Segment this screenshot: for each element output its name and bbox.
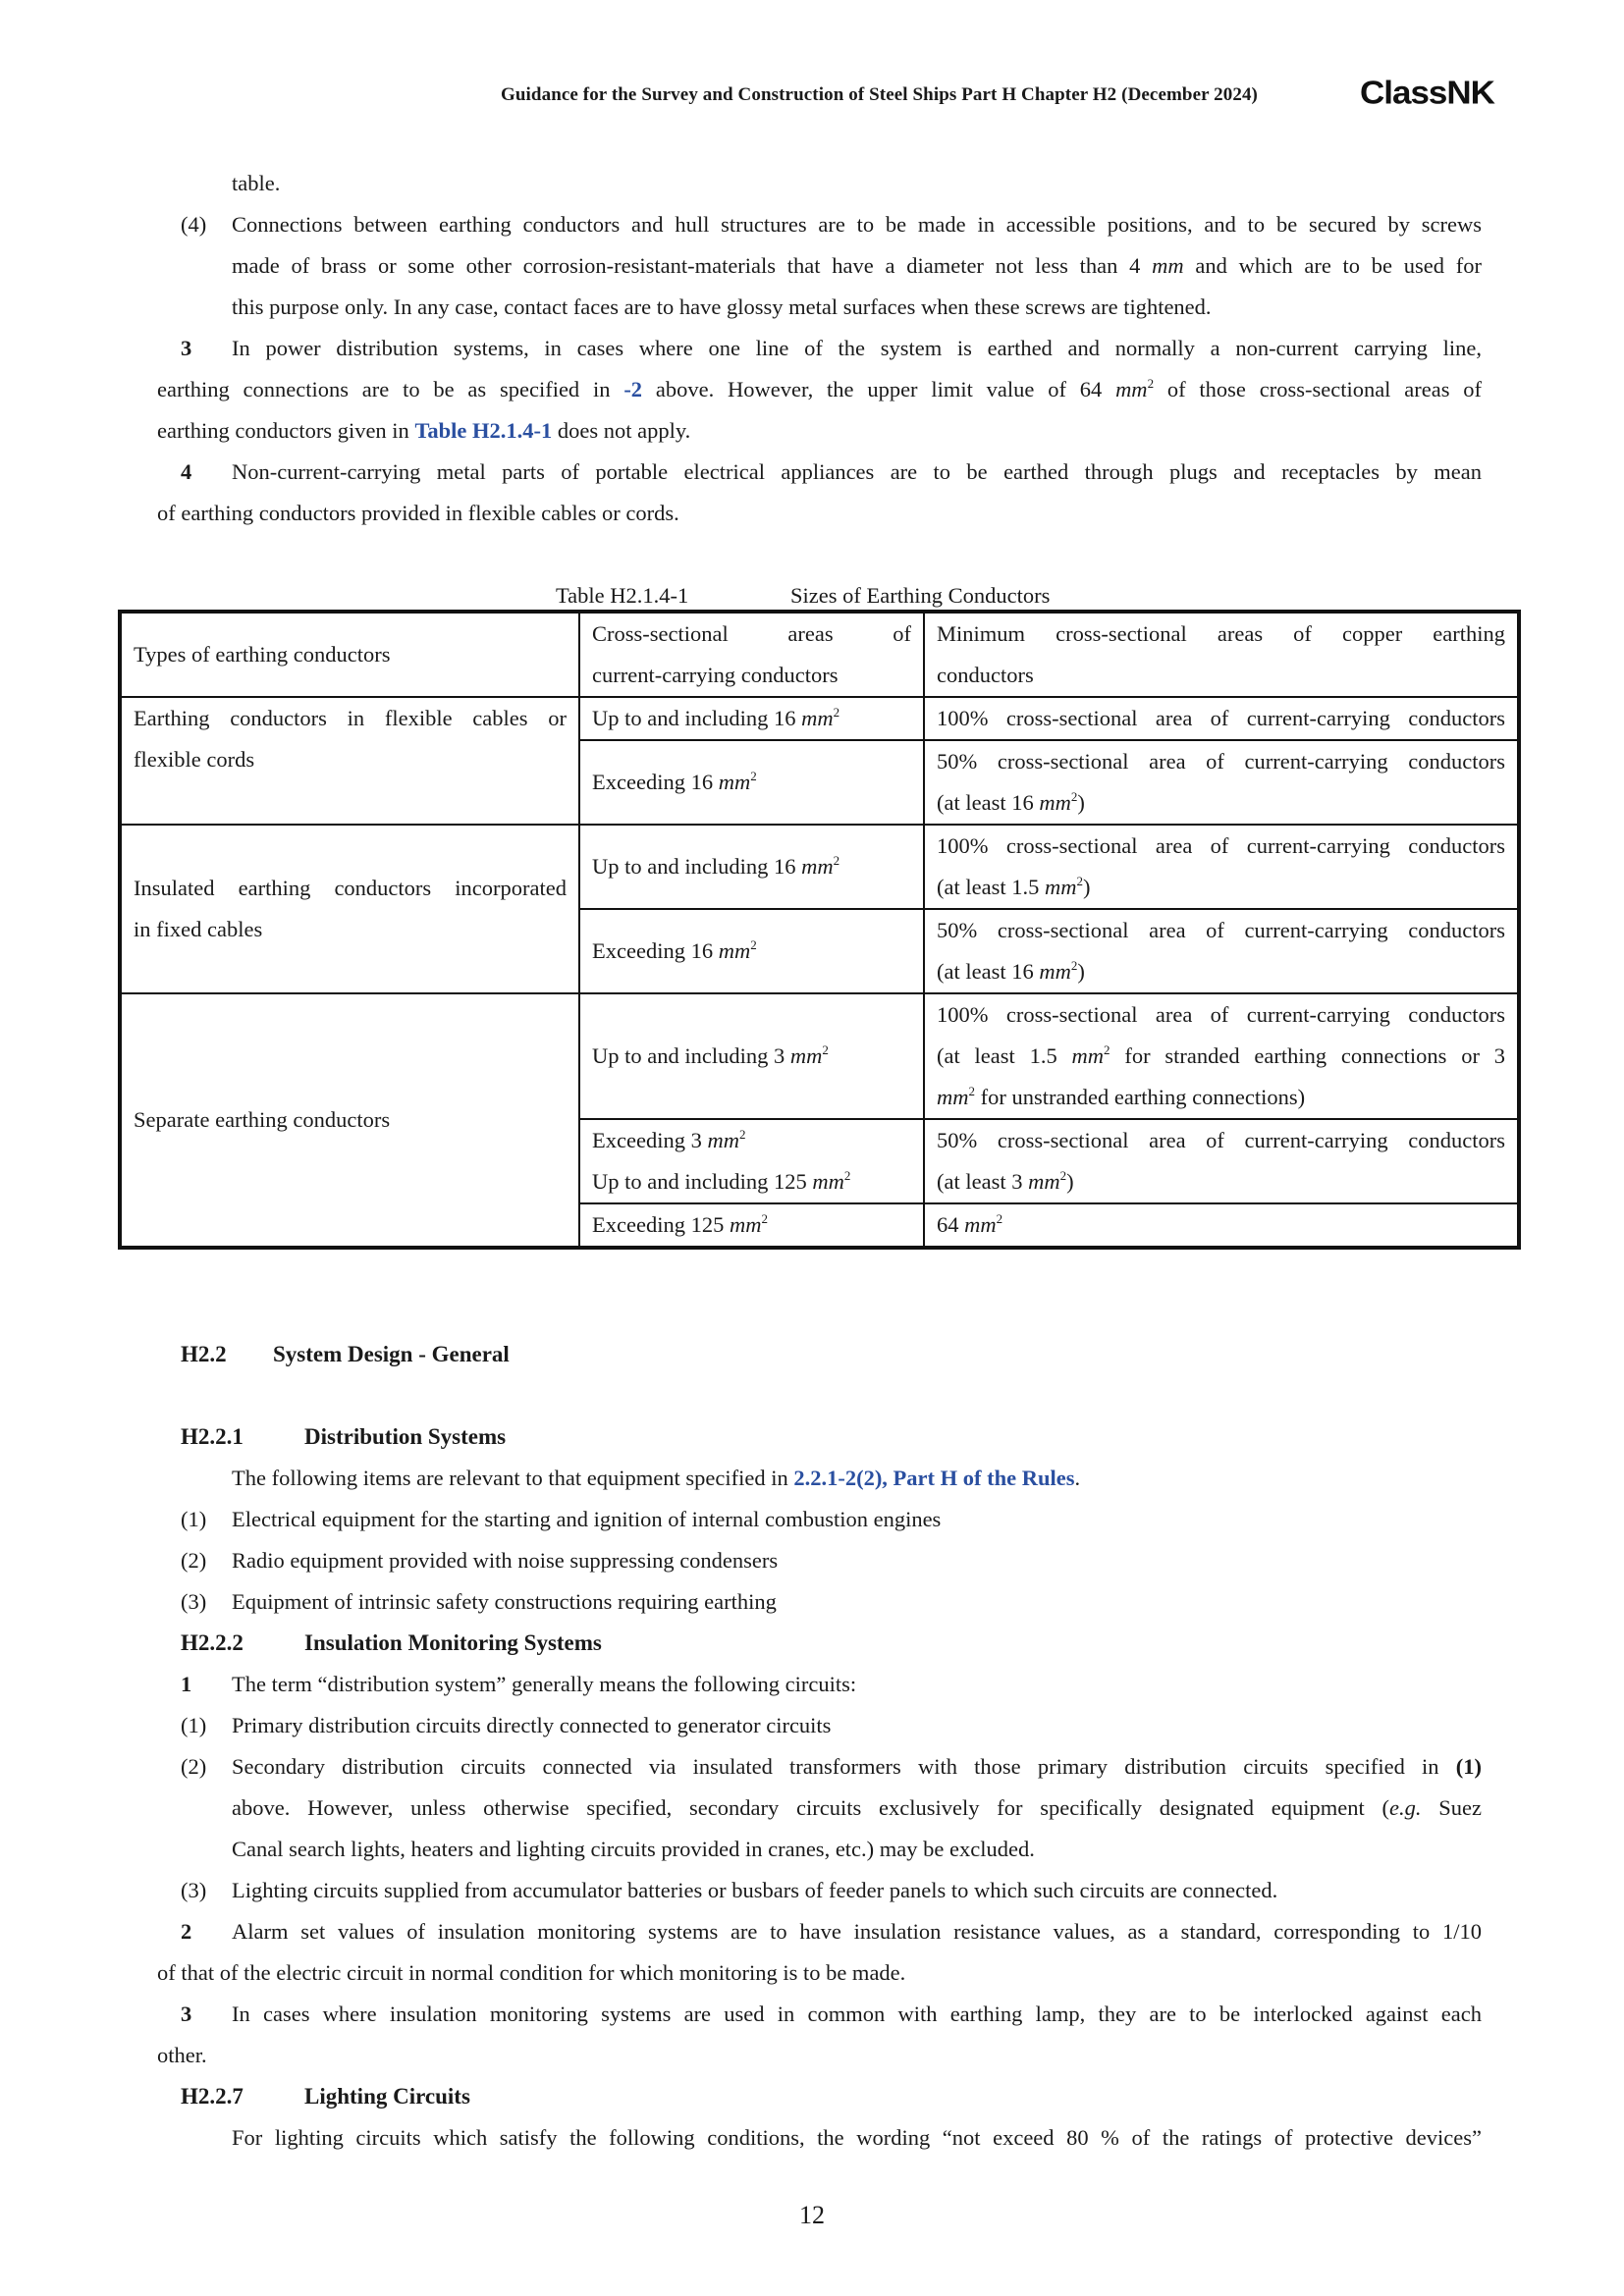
item-number: (3) [181,1589,207,1614]
paragraph-line: For lighting circuits which satisfy the following conditions, the wording “not exceed 80 % of the ratings of protective devices” [232,2125,1482,2150]
paragraph-line: earthing connections are to be as specified in -2 above. However, the upper limit value of 64 $mm^2$ of those cross-sectional areas of [157,376,1482,401]
table-header-row [120,612,1519,697]
paragraph-line: this purpose only. In any case, contact faces are to have glossy metal surfaces when these screws are tightened. [232,294,1212,319]
continued-text: table. [232,171,281,195]
list-item: Equipment of intrinsic safety constructions requiring earthing [232,1589,777,1614]
list-item: above. However, unless otherwise specified, secondary circuits exclusively for specifically designated equipment (e.g. Suez [232,1795,1482,1820]
earthing-conductor-table [118,610,1521,1250]
page-number: 12 [799,2201,825,2229]
paragraph-number: 4 [181,459,192,484]
item-number: (4) [181,212,207,237]
type-cell: Separate earthing conductors [120,993,579,1248]
subsection-number: H2.2.1 [181,1424,244,1449]
rules-reference-link[interactable]: 2.2.1-2(2), Part H of the Rules [793,1466,1075,1490]
classnk-logo: ClassNK [1360,75,1494,112]
item-number: (2) [181,1754,207,1779]
paragraph-line: made of brass or some other corrosion-resistant-materials that have a diameter not less than 4 mm and which are to be used for [232,253,1483,278]
section-title: System Design - General [273,1342,510,1366]
subsection-title: Lighting Circuits [304,2084,470,2109]
table-cell: Exceeding 16 $mm^2$ [579,740,924,825]
table-cell: 100% cross-sectional area of current-carrying conductors (at least 1.5 $mm^2$) [924,825,1519,909]
subsection-number: H2.2.7 [181,2084,244,2109]
table-cell: Exceeding 16 $mm^2$ [579,909,924,993]
item-number: (3) [181,1878,207,1902]
running-header: Guidance for the Survey and Construction of Steel Ships Part H Chapter H2 (December 2024) [501,84,1258,105]
table-cell: 50% cross-sectional area of current-carrying conductors (at least 16 $mm^2$) [924,909,1519,993]
table-row [120,825,1519,909]
paragraph-line: The term “distribution system” generally means the following circuits: [232,1672,857,1696]
table-cell: Up to and including 16 $mm^2$ [579,697,924,740]
header-cell: Minimum cross-sectional areas of copper earthing conductors [924,612,1519,697]
header-cell: Types of earthing conductors [120,612,579,697]
table-cell: 100% cross-sectional area of current-carrying conductors [924,697,1519,740]
table-row [120,697,1519,740]
list-item: Radio equipment provided with noise suppressing condensers [232,1548,779,1573]
item-number: (1) [181,1507,207,1531]
paragraph-line: earthing conductors given in Table H2.1.4-1 does not apply. [157,418,691,443]
list-item: Lighting circuits supplied from accumulator batteries or busbars of feeder panels to which such circuits are connected. [232,1878,1278,1902]
table-caption-title: Sizes of Earthing Conductors [790,583,1051,608]
paragraph-line: Alarm set values of insulation monitoring systems are to have insulation resistance values, as a standard, corresponding to 1/10 [232,1919,1482,1944]
item-number: (1) [181,1713,207,1737]
table-row [120,993,1519,1119]
table-cell: 100% cross-sectional area of current-carrying conductors (at least 1.5 $mm^2$ for stranded earthing connections or 3 $mm^2$ for unstranded earthing connections) [924,993,1519,1119]
table-cell: Exceeding 3 $mm^2$ Up to and including 125 $mm^2$ [579,1119,924,1203]
item-number: (2) [181,1548,207,1573]
subsection-title: Insulation Monitoring Systems [304,1630,602,1655]
paragraph-line: In power distribution systems, in cases where one line of the system is earthed and normally a non-current carrying line, [232,336,1482,360]
table-reference-link[interactable]: Table H2.1.4-1 [414,418,553,443]
paragraph-line: of earthing conductors provided in flexible cables or cords. [157,501,679,525]
paragraph-line: other. [157,2043,207,2067]
table-cell: 50% cross-sectional area of current-carrying conductors (at least 3 $mm^2$) [924,1119,1519,1203]
type-cell: Insulated earthing conductors incorporated in fixed cables [120,825,579,993]
header-cell: Cross-sectional areas of current-carrying conductors [579,612,924,697]
type-cell: Earthing conductors in flexible cables or flexible cords [120,697,579,825]
section-number: H2.2 [181,1342,227,1366]
list-item: Electrical equipment for the starting and ignition of internal combustion engines [232,1507,942,1531]
paragraph-line: In cases where insulation monitoring systems are used in common with earthing lamp, they are to be interlocked against each [232,2002,1482,2026]
table-cell: Up to and including 3 $mm^2$ [579,993,924,1119]
cross-reference-link[interactable]: -2 [623,377,643,401]
list-item: Secondary distribution circuits connected via insulated transformers with those primary distribution circuits specified in (1) [232,1754,1482,1779]
list-item: Canal search lights, heaters and lighting circuits provided in cranes, etc.) may be excluded. [232,1837,1035,1861]
table-cell: Up to and including 16 $mm^2$ [579,825,924,909]
paragraph-line: The following items are relevant to that equipment specified in 2.2.1-2(2), Part H of the Rules. [232,1466,1081,1490]
subsection-number: H2.2.2 [181,1630,244,1655]
paragraph-line: Non-current-carrying metal parts of portable electrical appliances are to be earthed through plugs and receptacles by mean [232,459,1482,484]
list-item: Primary distribution circuits directly connected to generator circuits [232,1713,832,1737]
paragraph-line: of that of the electric circuit in normal condition for which monitoring is to be made. [157,1960,906,1985]
table-caption-id: Table H2.1.4-1 [556,583,689,608]
subsection-title: Distribution Systems [304,1424,507,1449]
paragraph-number: 2 [181,1919,192,1944]
table-cell: Exceeding 125 $mm^2$ [579,1203,924,1248]
paragraph-number: 1 [181,1672,192,1696]
paragraph-line: Connections between earthing conductors and hull structures are to be made in accessible positions, and to be secured by screws [232,212,1482,237]
paragraph-number: 3 [181,2002,192,2026]
table-cell: 64 $mm^2$ [924,1203,1519,1248]
paragraph-number: 3 [181,336,192,360]
table-cell: 50% cross-sectional area of current-carrying conductors (at least 16 $mm^2$) [924,740,1519,825]
